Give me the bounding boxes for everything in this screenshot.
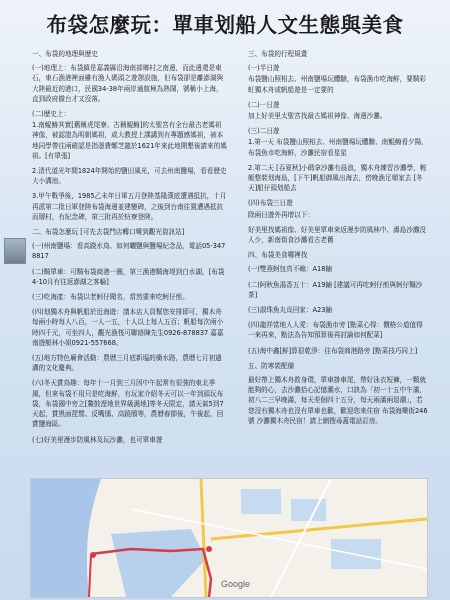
map-pond: [291, 499, 326, 521]
one-day-paragraph: 加上好美里太聖宮找最古媽祖神像、海邊沙灘。: [248, 112, 387, 121]
play-item-5: (五)地方特色廟會活動：農曆三月底新塭的衝水路，農曆七月初過溝的文化慶典。: [32, 354, 222, 373]
geography-paragraph: (一)地理上：布袋鎮是嘉義縣沿海南部鄉村之南邊，而此邊還是東石，東石漁港裡面雖有漁人碼頭之遊憩設施，但布袋卻是離澎湖與大陸最近的港口，民國34-38年兩岸通航極為熱鬧，號稱小上海，直到政府撤台才又沒落。: [32, 64, 224, 103]
three-day-subtitle: (四)布袋三日遊: [248, 199, 293, 208]
food-item-4: (四)龍祥當地人人愛：布袋漁市旁 [點菜心得：價格公道值得一來再來，點法為告知預算後再討論如何配菜]: [248, 321, 423, 340]
section-geography-history-title: 一、布袋的地理與歷史: [32, 50, 98, 58]
half-day-paragraph: 布袋鹽山照相去、州南鹽場玩體驗，布袋漁市吃海鮮，要騎彩虹獨木舟或帆船遊是一定要的: [248, 75, 427, 94]
food-item-3: (三)淑珠魚丸貢回家：A23鋪: [248, 306, 332, 315]
food-item-2: (二)阿秋魚湯香五十：A19鋪 [建議可再吃蚵仔煎與蚵仔麵沙茶]: [248, 280, 423, 299]
section-how-to-play-title: 二、布袋怎麼玩 [可先去袋門店轉口彎到觀光資訊站]: [32, 228, 185, 237]
food-item-1: (一)雙燕蚵包真不賴：A18鋪: [248, 265, 332, 274]
play-item-6: (六)冬天賞鳥趣：每年十一月到三月因中午起常有很強的東北季風，但來布袋不用只是吃海鮮，有玩家介紹冬天可以一年到頭玩布袋，布袋國中旁之[鰲鼓溼地世界級濕地]等冬天限定，請天氣5到7天起，賞黑面琵鷺、反嘴鴴、高蹺鴴等，農曆春節後，午後起，回賞鹽海區。: [32, 379, 224, 429]
two-day-subtitle: (三)二日遊: [248, 127, 280, 136]
gear-paragraph: 最好帶上獨木舟救身環，單車掛車尾，帶好泳衣短褲，一顆就能夠的心，去沙灘拾心記憶潮水，口訣為「初一十五中午滿，初八二三早晚滿，每天差個四十五分，每天兩滿兩退潮」，若您沒有獨木舟也沒有單車也歡，歡迎您來住宿 布袋海樂街246號 沙灘獨木舟民宿！請上網搜尋蓋電話訂房。: [248, 376, 428, 425]
play-item-3: (三)吃海產：布袋以老蚵仔聞名，當然要來吃蚵仔煎。: [32, 293, 189, 302]
two-day-paragraph-2: 2.第二天 [吞夏秋]小碼拿沙灘有晨浪，獨木舟練習沙灘學，輕艇整裝划海島，[下午]帆船御風出海去，傍晚漁足順家去 [冬天]船仔頭划船去: [248, 163, 427, 193]
route-map-svg: [31, 479, 427, 597]
three-day-paragraph: 好美里找媽祖像、好美里單車來返漫步防風林中、壽島沙灘沒人少，新南街食沙灘看古老舊: [248, 225, 427, 245]
section-food-title: 四、布袋美食哪裡找: [248, 251, 308, 260]
play-item-7: (七)好美里漫步防風林及玩沙灘，也可單車遊: [32, 435, 163, 444]
map-brand-label: Google: [221, 579, 251, 589]
map-pin-icon[interactable]: [206, 546, 212, 552]
section-itinerary-title: 三、布袋的行程規畫: [248, 50, 308, 58]
play-item-4: (四)划獨木舟與帆船於近海遊：請本店人員幫您安排即可，獨木舟每兩小時每人八百，一人一五，十人以上每人五百；帆船每次兩小時四千元，可坐四人，觀光漁筏可聯絡陳先生0926-878837 嘉嘉南遊艇林小姐0921-557668。: [32, 308, 224, 347]
left-column: [32, 46, 228, 450]
right-column: [248, 46, 428, 431]
map-pond: [241, 489, 281, 514]
side-photo-thumbnail: [4, 238, 26, 264]
play-item-2: (二)騎單車：可騎布袋商港一圈，第三漁港騎海堤到白水湖，[布袋4-10月有往返澎湖之客輪]: [32, 267, 225, 286]
map-pin-icon[interactable]: [90, 552, 96, 558]
three-day-intro: 除兩日遊外再增以下：: [248, 210, 314, 219]
page-title: 布袋怎麼玩：單車划船人文生態與美食: [46, 13, 404, 37]
history-paragraph-2: 2.清代道光年間1824年開始的鹽田風光，可去州南鹽場，看看歷史大小溝池。: [32, 167, 227, 186]
play-item-1: (一)州南鹽場：看高跷水鳥、如何曬鹽與鹽場紀念品，電話05-3478817: [32, 242, 226, 261]
route-map[interactable]: [30, 478, 428, 598]
food-item-5: (五)海中鑫[鮮]算很乾淨：往布袋商港路旁 [點菜技巧同上]: [248, 346, 418, 355]
two-day-paragraph-1: 1.第一天 布袋鹽山照相去、州南鹽場玩體驗、南鯤鯓看夕陽，布袋魚市吃海鮮，沙灘民宿看星星: [248, 138, 428, 157]
history-paragraph-3: 3.甲午戰爭後，1985乙未年日軍五月登陸基隆漢底遭遇抵抗，十月再派第二批日軍登陸布袋海邊並建變碑，之後到台南往置遭遇抵抗而層村，有紀念碑，第三批再於枋寮登陸。: [32, 192, 227, 221]
one-day-subtitle: (二)一日遊: [248, 100, 280, 109]
half-day-subtitle: (一)半日遊: [248, 64, 280, 73]
history-paragraph-1: 1.南鯤鯓其實[舊稱虎尾寮、古稱鯤鯓]的太聖宮有全台最古老媽祖神像，被認證為明朝媽祖，或大教授上課講到有專題感媽祖，被本地同學帶往兩確認是指憑費鄭芝龍於1621年來此地開墾後請來的媽祖。[有單張]: [32, 121, 227, 160]
section-gear-title: 五、防寒裝配備: [248, 361, 295, 370]
history-subtitle: (二)歷史上：: [32, 110, 71, 119]
